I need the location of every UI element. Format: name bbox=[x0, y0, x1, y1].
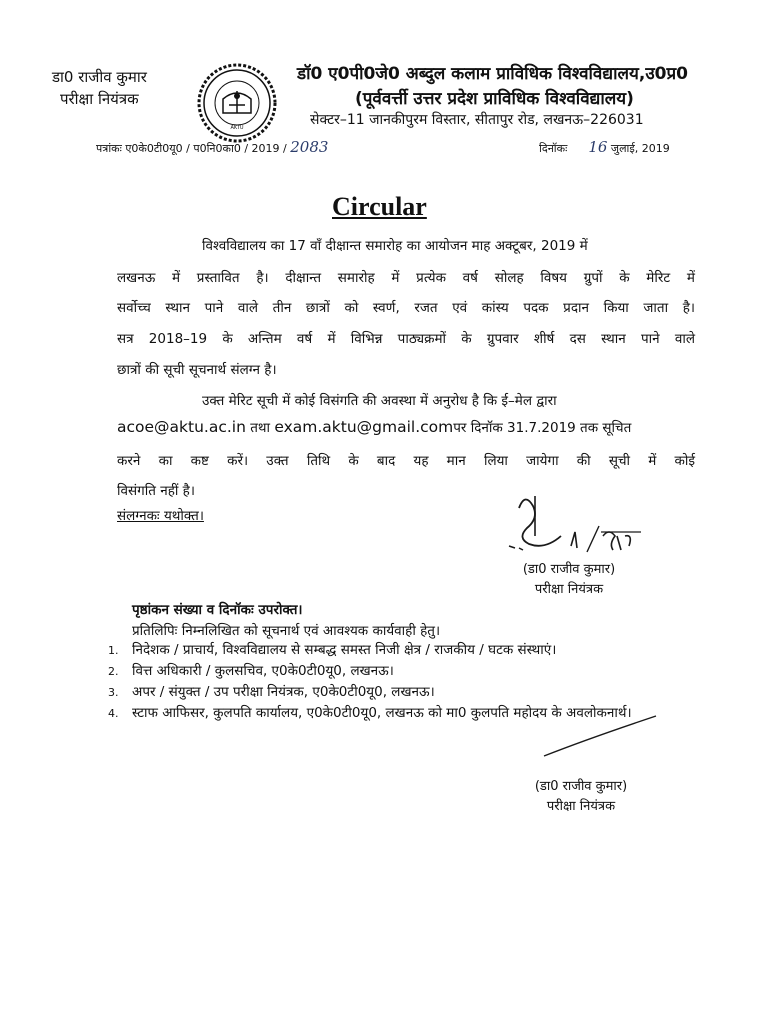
university-seal-logo bbox=[197, 63, 277, 143]
circular-title: Circular bbox=[332, 192, 427, 221]
paragraph1-line4: सत्र 2018–19 के अन्तिम वर्ष में विभिन्न पाठ्यक्रमों के ग्रुपवार शीर्ष दस स्थान पाने वाले bbox=[117, 331, 695, 347]
university-former-name: (पूर्ववर्त्ती उत्तर प्रदेश प्राविधिक विश्वविद्यालय) bbox=[355, 89, 634, 109]
university-address: सेक्टर–11 जानकीपुरम विस्तार, सीतापुर रोड, लखनऊ–226031 bbox=[310, 112, 644, 128]
email-exam-link[interactable]: exam.aktu@gmail.com bbox=[274, 418, 454, 436]
signatory-block-1 bbox=[489, 560, 649, 600]
connector-text: तथा bbox=[250, 420, 271, 436]
issuer-block bbox=[52, 66, 147, 110]
enclosure-note: संलग्नकः यथोक्त। bbox=[117, 508, 204, 524]
handwritten-signature-2 bbox=[540, 712, 660, 760]
reference-handwritten-number: 2083 bbox=[290, 138, 329, 156]
university-name: डॉ0 ए0पी0जे0 अब्दुल कलाम प्राविधिक विश्वविद्यालय,उ0प्र0 bbox=[297, 64, 688, 84]
copies-intro: प्रतिलिपिः निम्नलिखित को सूचनार्थ एवं आवश्यक कार्यवाही हेतु। bbox=[132, 623, 441, 639]
list-item: 2. वित्त अधिकारी / कुलसचिव, ए0के0टी0यू0, लखनऊ। bbox=[108, 663, 394, 679]
reference-label: पत्रांकः ए0के0टी0यू0 / प0नि0का0 / 2019 / bbox=[96, 142, 287, 155]
paragraph2-line2 bbox=[117, 418, 631, 436]
issue-date bbox=[539, 138, 670, 156]
paragraph1-line3: सर्वोच्च स्थान पाने वाले तीन छात्रों को स्वर्ण, रजत एवं कांस्य पदक प्रदान किया जाता है। bbox=[117, 300, 695, 316]
issuer-name: डा0 राजीव कुमार bbox=[52, 68, 147, 86]
deadline-text: पर दिनॉक 31.7.2019 तक सूचित bbox=[453, 420, 632, 436]
paragraph1-line5: छात्रों की सूची सूचनार्थ संलग्न है। bbox=[117, 362, 277, 378]
signatory-name: (डा0 राजीव कुमार) bbox=[534, 779, 628, 794]
endorsement-line: पृष्ठांकन संख्या व दिनॉकः उपरोक्त। bbox=[132, 602, 303, 618]
signatory-name: (डा0 राजीव कुमार) bbox=[522, 562, 616, 577]
paragraph2-line3: करने का कष्ट करें। उक्त तिथि के बाद यह मान लिया जायेगा की सूची में कोई bbox=[117, 453, 695, 469]
paragraph1-line2: लखनऊ में प्रस्तावित है। दीक्षान्त समारोह में प्रत्येक वर्ष सोलह विषय ग्रुपों के मेरिट में bbox=[117, 270, 695, 286]
svg-text:AKTU: AKTU bbox=[230, 125, 244, 131]
reference-number bbox=[96, 138, 328, 156]
signatory-title: परीक्षा नियंत्रक bbox=[534, 582, 604, 597]
signatory-block-2 bbox=[501, 777, 661, 817]
list-item: 3. अपर / संयुक्त / उप परीक्षा नियंत्रक, ए0के0टी0यू0, लखनऊ। bbox=[108, 684, 435, 700]
paragraph1-line1: विश्वविद्यालय का 17 वॉं दीक्षान्त समारोह का आयोजन माह अक्टूबर, 2019 में bbox=[202, 238, 588, 254]
email-acoe-link[interactable]: acoe@aktu.ac.in bbox=[117, 418, 246, 436]
date-label: दिनॉकः bbox=[539, 142, 568, 155]
date-handwritten-day: 16 bbox=[588, 138, 608, 156]
signatory-title: परीक्षा नियंत्रक bbox=[546, 799, 616, 814]
date-month-year: जुलाई, 2019 bbox=[610, 142, 670, 155]
paragraph2-line1: उक्त मेरिट सूची में कोई विसंगति की अवस्था में अनुरोध है कि ई–मेल द्वारा bbox=[202, 393, 557, 409]
list-item: 1. निदेशक / प्राचार्य, विश्वविद्यालय से सम्बद्ध समस्त निजी क्षेत्र / राजकीय / घटक संस्थाएं। bbox=[108, 642, 557, 658]
handwritten-signature-1 bbox=[505, 488, 645, 560]
list-item: 4. स्टाफ आफिसर, कुलपति कार्यालय, ए0के0टी0यू0, लखनऊ को मा0 कुलपति महोदय के अवलोकनार्थ। bbox=[108, 705, 632, 721]
issuer-title: परीक्षा नियंत्रक bbox=[60, 90, 139, 108]
paragraph2-line4: विसंगति नहीं है। bbox=[117, 483, 195, 499]
